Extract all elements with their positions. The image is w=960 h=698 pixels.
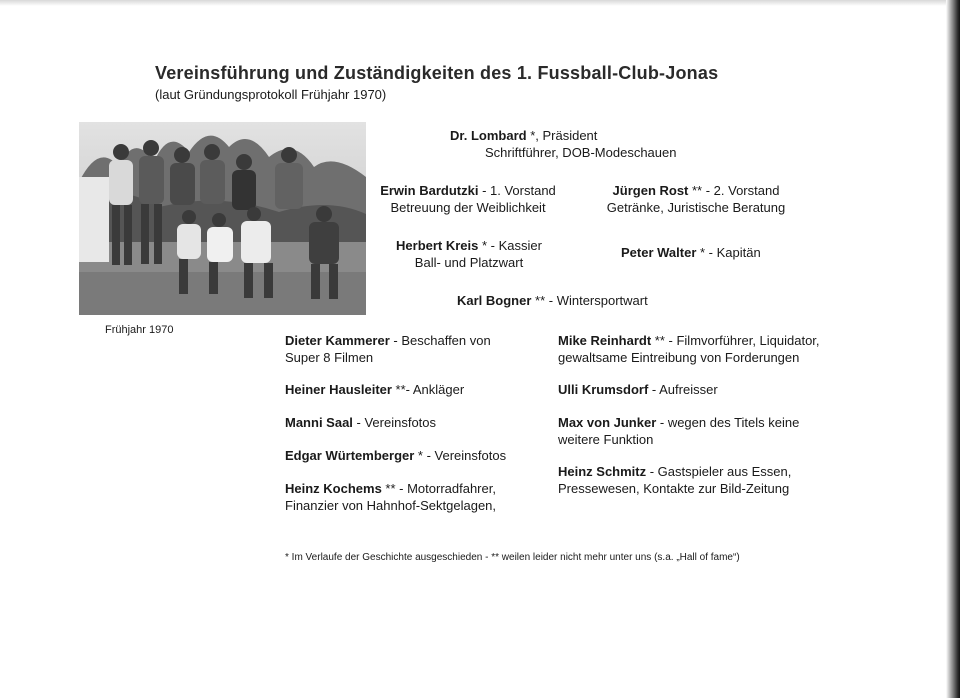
officer-role: ** - 2. Vorstand <box>688 183 780 198</box>
member-name: Ulli Krumsdorf <box>558 382 649 397</box>
member-role: **- Ankläger <box>391 382 465 397</box>
member-role: - Beschaffen von <box>389 333 491 348</box>
officer-kassier <box>384 237 554 271</box>
member-item <box>558 332 820 366</box>
officer-name: Erwin Bardutzki <box>380 183 479 198</box>
page-subtitle: (laut Gründungsprotokoll Frühjahr 1970) <box>155 87 387 102</box>
page-right-edge <box>946 0 960 698</box>
member-item <box>285 480 496 514</box>
member-name: Mike Reinhardt <box>558 333 652 348</box>
member-item <box>558 463 791 497</box>
member-role-cont: weitere Funktion <box>558 432 654 447</box>
member-role-cont: Super 8 Filmen <box>285 350 374 365</box>
member-item <box>285 447 506 464</box>
officer-kapitaen <box>621 244 761 261</box>
officer-praesident-duty: Schriftführer, DOB-Modeschauen <box>485 145 677 160</box>
officer-vorstand1 <box>372 182 564 216</box>
team-photo <box>79 122 366 315</box>
member-item <box>285 381 464 398</box>
officer-name: Dr. Lombard <box>450 128 527 143</box>
officer-role: * - Kassier <box>478 238 542 253</box>
member-role: ** - Filmvorführer, Liquidator, <box>651 333 820 348</box>
member-name: Max von Junker <box>558 415 657 430</box>
member-role: * - Vereinsfotos <box>414 448 507 463</box>
member-name: Heiner Hausleiter <box>285 382 392 397</box>
officer-role: ** - Wintersportwart <box>531 293 648 308</box>
footnote: * Im Verlaufe der Geschichte ausgeschieden - ** weilen leider nicht mehr unter uns (s.a. „Hall of fame“) <box>285 552 740 563</box>
photo-caption: Frühjahr 1970 <box>105 324 174 336</box>
team-photo-image <box>79 122 366 315</box>
officer-praesident <box>450 127 597 144</box>
page-top-edge <box>0 0 960 6</box>
officer-duty: Getränke, Juristische Beratung <box>606 200 786 215</box>
member-role-cont: gewaltsame Eintreibung von Forderungen <box>558 350 800 365</box>
member-role: - wegen des Titels keine <box>656 415 800 430</box>
officer-name: Jürgen Rost <box>612 183 689 198</box>
member-name: Manni Saal <box>285 415 353 430</box>
officer-role: * - Kapitän <box>696 245 761 260</box>
member-role-cont: Finanzier von Hahnhof-Sektgelagen, <box>285 498 497 513</box>
member-item <box>285 332 491 366</box>
officer-duty: Ball- und Platzwart <box>414 255 524 270</box>
officer-role: *, Präsident <box>526 128 598 143</box>
member-name: Heinz Schmitz <box>558 464 647 479</box>
member-item <box>558 381 718 398</box>
member-role: - Vereinsfotos <box>352 415 437 430</box>
officer-role: - 1. Vorstand <box>478 183 556 198</box>
member-item <box>285 414 436 431</box>
member-name: Edgar Würtemberger <box>285 448 415 463</box>
member-role: - Gastspieler aus Essen, <box>646 464 792 479</box>
officer-name: Herbert Kreis <box>396 238 479 253</box>
member-role-cont: Pressewesen, Kontakte zur Bild-Zeitung <box>558 481 790 496</box>
member-role: - Aufreisser <box>648 382 718 397</box>
page-title: Vereinsführung und Zuständigkeiten des 1. Fussball-Club-Jonas <box>155 63 719 83</box>
officer-name: Karl Bogner <box>457 293 532 308</box>
officer-duty: Betreuung der Weiblichkeit <box>390 200 546 215</box>
member-role: ** - Motorradfahrer, <box>381 481 496 496</box>
member-name: Heinz Kochems <box>285 481 382 496</box>
officer-vorstand2 <box>596 182 796 216</box>
member-item <box>558 414 799 448</box>
member-name: Dieter Kammerer <box>285 333 390 348</box>
officer-name: Peter Walter <box>621 245 697 260</box>
officer-winter <box>457 292 648 309</box>
